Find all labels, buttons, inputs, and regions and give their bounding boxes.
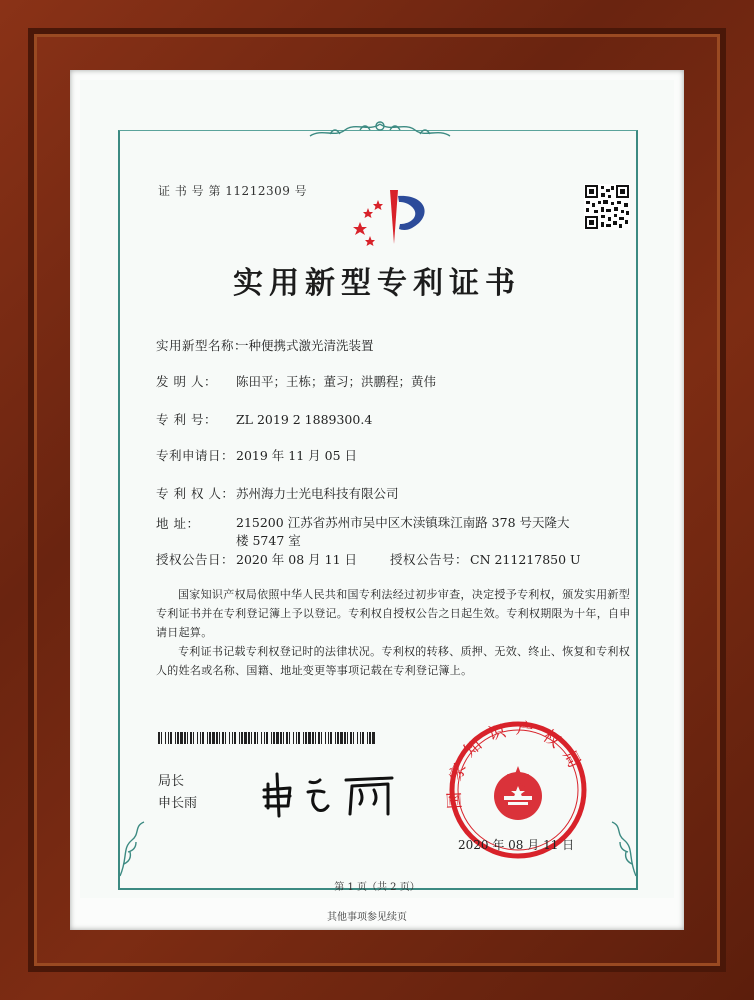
- field-label: 授权公告日：: [156, 552, 235, 567]
- patent-office-logo-icon: [352, 184, 444, 254]
- field-label: 专 利 号：: [156, 412, 217, 427]
- field-value: 苏州海力士光电科技有限公司: [236, 486, 399, 501]
- field-value: 2020 年 08 月 11 日: [236, 552, 357, 567]
- field-value: 2019 年 11 月 05 日: [236, 448, 357, 463]
- page-number: 第 1 页（共 2 页）: [334, 882, 420, 893]
- paragraph-grant-statement: 国家知识产权局依照中华人民共和国专利法经过初步审查，决定授予专利权，颁发实用新型专利证书并在专利登记簿上予以登记。专利权自授权公告之日起生效。专利权期限为十年，自申请日起算。: [156, 588, 631, 639]
- field-label: 发 明 人：: [156, 374, 217, 389]
- field-address-value: 215200 江苏省苏州市吴中区木渎镇珠江南路 378 号天隆大楼 5747 室: [236, 515, 570, 548]
- field-label: 专利申请日：: [156, 448, 235, 463]
- field-label: 地 址：: [156, 516, 200, 531]
- barcode-icon: [158, 732, 378, 744]
- field-label: 专 利 权 人：: [156, 486, 235, 501]
- field-label: 实用新型名称：: [156, 338, 248, 353]
- director-name: 申长雨: [158, 796, 198, 811]
- certificate-title: 实用新型专利证书: [233, 266, 521, 301]
- field-patentee: [156, 484, 399, 502]
- field-address-label: [156, 514, 236, 532]
- certificate-paper: [80, 80, 674, 898]
- qr-code-icon: [584, 184, 630, 230]
- field-value: 一种便携式激光清洗装置: [236, 338, 374, 353]
- footer-note: 其他事项参见续页: [327, 912, 407, 923]
- field-patent-number: [156, 410, 372, 428]
- field-grant-number: [390, 550, 581, 568]
- certificate-mat: [70, 70, 684, 930]
- certificate-number-value: 第 11212309 号: [208, 184, 308, 198]
- seal-text: 国家知识产权局: [444, 718, 589, 810]
- field-value: 陈田平；王栋；董习；洪鹏程；黄伟: [236, 374, 437, 389]
- field-value: CN 211217850 U: [470, 552, 581, 567]
- field-inventor: [156, 372, 436, 390]
- seal-date: 2020 年 08 月 11 日: [458, 838, 575, 852]
- corner-ornament-left-icon: [118, 818, 178, 878]
- field-grant-date: [156, 550, 357, 568]
- field-value: ZL 2019 2 1889300.4: [236, 412, 373, 427]
- paragraph-legal-status: 专利证书记载专利权登记时的法律状况。专利权的转移、质押、无效、终止、恢复和专利权人的姓名或名称、国籍、地址变更等事项记载在专利登记簿上。: [156, 645, 630, 677]
- director-signature: [260, 770, 410, 820]
- director-title: 局长: [158, 774, 185, 789]
- ornament-icon: [300, 118, 460, 148]
- field-utility-model-name: [156, 336, 374, 354]
- field-filing-date: [156, 446, 357, 464]
- certificate-number-label: 证 书 号: [158, 184, 205, 198]
- field-label: 授权公告号：: [390, 552, 469, 567]
- certificate-number: [158, 182, 307, 199]
